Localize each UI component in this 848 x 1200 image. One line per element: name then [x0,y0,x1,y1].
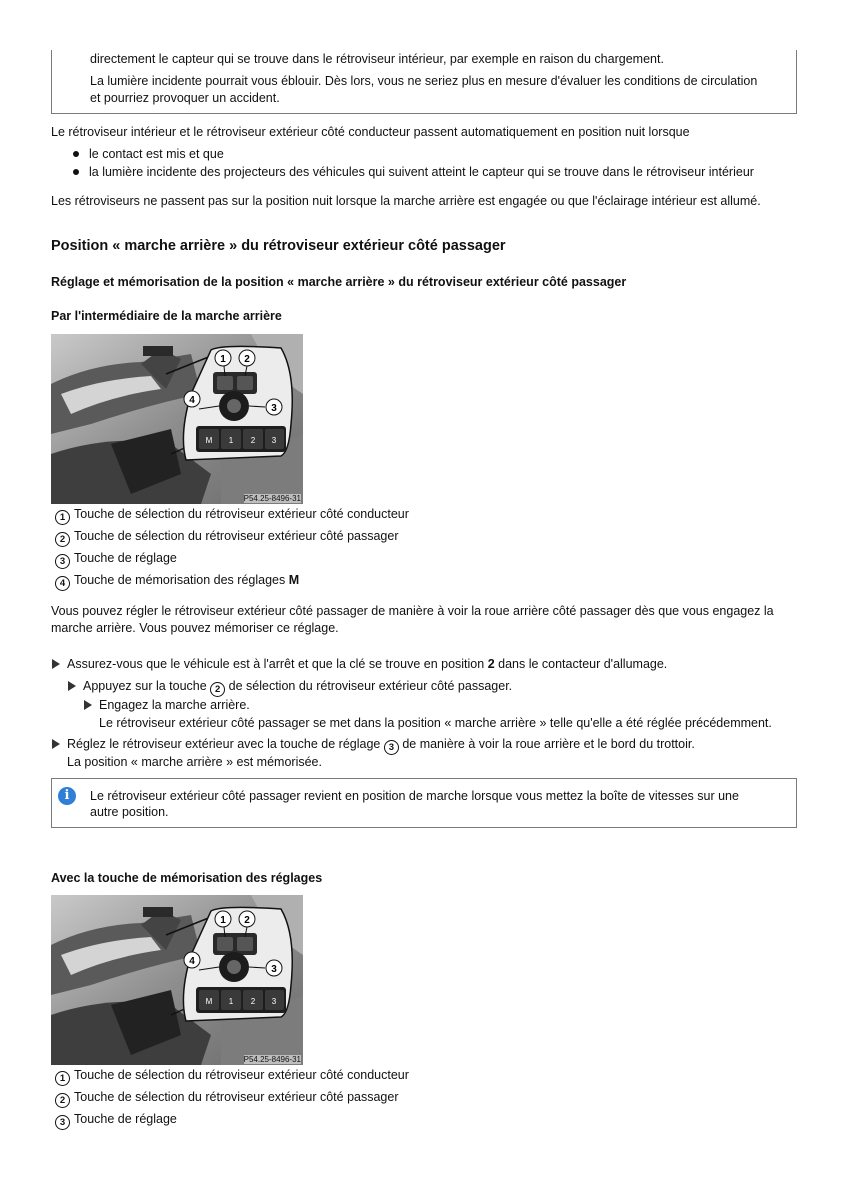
legend-text: Touche de mémorisation des réglages [74,573,289,587]
button-2-label: 2 [250,997,256,1006]
legend-item-3 [55,1111,177,1130]
warning-line-3: et pourriez provoquer un accident. [90,91,280,105]
info-icon: i [58,787,76,805]
figure-code: P54.25-8496-31 [243,494,301,503]
callout-1: 1 [220,354,226,365]
number-circle-icon: 2 [55,1093,70,1108]
button-m-label: M [205,436,213,445]
warning-line-2: La lumière incidente pourrait vous éblouir. Dès lors, vous ne seriez plus en mesure d'évaluer les conditions de circulation [90,74,758,88]
bullet-dot [73,169,79,175]
callout-1: 1 [220,915,226,926]
door-panel-illustration [51,334,303,504]
number-circle-icon: 1 [55,1071,70,1086]
legend-item-2 [55,528,399,547]
section-title: Position « marche arrière » du rétroviseur extérieur côté passager [51,238,506,254]
legend-item-2 [55,1089,399,1108]
step-1-text: Assurez-vous que le véhicule est à l'arrêt et que la clé se trouve en position [67,657,488,671]
legend-text: Touche de réglage [74,551,177,565]
arrow-icon [52,659,60,669]
intro-text: Le rétroviseur intérieur et le rétroviseur extérieur côté conducteur passent automatiquement en position nuit lorsque [51,125,690,139]
info-box [51,778,797,828]
button-3-label: 3 [271,436,277,445]
number-circle-icon: 4 [55,576,70,591]
warning-box [51,50,797,114]
number-circle-icon: 3 [384,740,399,755]
legend-item-1 [55,506,409,525]
number-circle-icon: 2 [210,682,225,697]
subsection-title-1: Par l'intermédiaire de la marche arrière [51,309,282,323]
arrow-icon [84,700,92,710]
legend-text: Touche de sélection du rétroviseur extérieur côté conducteur [74,507,409,521]
callout-2: 2 [244,354,250,365]
door-panel-figure-2 [51,895,303,1065]
bullet-dot [73,151,79,157]
step-2-text-end: de sélection du rétroviseur extérieur côté passager. [225,679,513,693]
button-3-label: 3 [271,997,277,1006]
paragraph-line-1: Vous pouvez régler le rétroviseur extérieur côté passager de manière à voir la roue arrière côté passager dès que vous engagez la [51,604,774,618]
step-1-text-end: dans le contacteur d'allumage. [494,657,668,671]
number-circle-icon: 2 [55,532,70,547]
legend-bold: M [288,573,300,587]
info-line-1: Le rétroviseur extérieur côté passager revient en position de marche lorsque vous mettez la boîte de vitesses sur une [90,789,739,803]
paragraph-line-2: marche arrière. Vous pouvez mémoriser ce réglage. [51,621,339,635]
number-circle-icon: 3 [55,554,70,569]
step-1-bold: 2 [487,657,495,671]
legend-text: Touche de sélection du rétroviseur extérieur côté passager [74,529,399,543]
button-2-label: 2 [250,436,256,445]
step-4-result: La position « marche arrière » est mémorisée. [67,755,322,769]
info-line-2: autre position. [90,805,169,819]
legend-text: Touche de sélection du rétroviseur extérieur côté conducteur [74,1068,409,1082]
door-panel-illustration [51,895,303,1065]
number-circle-icon: 3 [55,1115,70,1130]
legend-text: Touche de sélection du rétroviseur extérieur côté passager [74,1090,399,1104]
warning-line-1: directement le capteur qui se trouve dans le rétroviseur intérieur, par exemple en raison du chargement. [90,52,664,66]
door-panel-figure-1 [51,334,303,504]
legend-item-3 [55,550,177,569]
figure-code: P54.25-8496-31 [243,1055,301,1064]
callout-3: 3 [271,403,277,414]
callout-2: 2 [244,915,250,926]
legend-text: Touche de réglage [74,1112,177,1126]
callout-3: 3 [271,964,277,975]
step-3-text: Engagez la marche arrière. [99,698,250,712]
button-m-label: M [205,997,213,1006]
button-1-label: 1 [228,436,234,445]
callout-4: 4 [189,956,195,967]
bullet-text: le contact est mis et que [89,147,224,161]
legend-item-1 [55,1067,409,1086]
step-4-text: Réglez le rétroviseur extérieur avec la touche de réglage [67,737,384,751]
callout-4: 4 [189,395,195,406]
number-circle-icon: 1 [55,510,70,525]
step-4-text-end: de manière à voir la roue arrière et le bord du trottoir. [398,737,695,751]
arrow-icon [52,739,60,749]
arrow-icon [68,681,76,691]
bullet-text: la lumière incidente des projecteurs des véhicules qui suivent atteint le capteur qui se trouve dans le rétroviseur intérieur [89,165,754,179]
button-1-label: 1 [228,997,234,1006]
legend-item-4 [55,572,299,591]
step-text [67,736,695,755]
step-2-text: Appuyez sur la touche [83,679,211,693]
step-text [67,656,667,673]
step-text [83,678,512,697]
intro-note: Les rétroviseurs ne passent pas sur la position nuit lorsque la marche arrière est engagée ou que l'éclairage intérieur est allumé. [51,194,761,208]
step-3-result: Le rétroviseur extérieur côté passager se met dans la position « marche arrière » telle qu'elle a été réglée précédemment. [99,716,772,730]
section-subtitle: Réglage et mémorisation de la position « marche arrière » du rétroviseur extérieur côté passager [51,275,627,289]
subsection-title-2: Avec la touche de mémorisation des réglages [51,871,323,885]
